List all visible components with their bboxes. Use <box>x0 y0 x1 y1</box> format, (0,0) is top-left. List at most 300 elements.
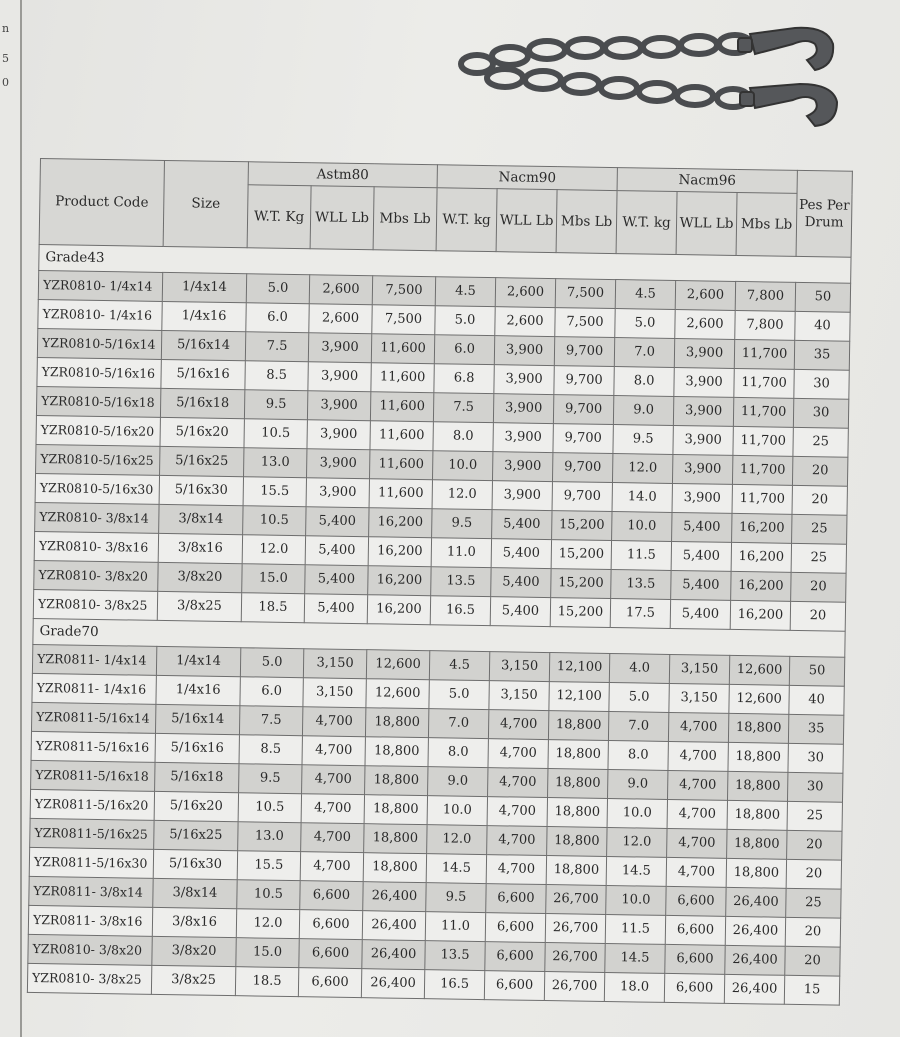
table-cell: 3,150 <box>303 678 366 708</box>
table-cell: 6,600 <box>665 944 725 974</box>
table-cell: 16,200 <box>730 600 790 630</box>
table-cell: 18,800 <box>548 740 608 770</box>
table-cell: 35 <box>788 714 843 744</box>
table-cell: 3,900 <box>674 367 734 397</box>
product-code-cell: YZR0810- 1/4x14 <box>38 270 162 301</box>
size-cell: 1/4x14 <box>156 646 240 676</box>
col-header-size: Size <box>163 160 248 247</box>
table-cell: 11,600 <box>370 421 433 451</box>
table-cell: 3,150 <box>489 652 549 682</box>
table-cell: 18,800 <box>364 795 427 825</box>
table-cell: 14.5 <box>426 854 486 884</box>
table-cell: 11,700 <box>732 484 792 514</box>
table-cell: 12.0 <box>432 480 492 510</box>
table-cell: 3,900 <box>307 449 370 479</box>
table-cell: 26,400 <box>362 940 425 970</box>
size-cell: 3/8x16 <box>158 533 242 563</box>
table-cell: 11.0 <box>431 538 491 568</box>
product-code-cell: YZR0810- 1/4x16 <box>38 299 162 330</box>
table-cell: 20 <box>785 917 840 947</box>
table-cell: 26,400 <box>725 916 785 946</box>
col-header-product-code: Product Code <box>39 159 164 247</box>
table-cell: 18,800 <box>546 856 606 886</box>
table-cell: 25 <box>791 543 846 573</box>
table-cell: 4.5 <box>435 277 495 307</box>
chain-spec-table <box>27 158 853 1006</box>
size-cell: 5/16x14 <box>155 704 239 734</box>
table-cell: 6,600 <box>299 939 362 969</box>
table-cell: 15.0 <box>236 938 299 968</box>
table-cell: 3,150 <box>489 681 549 711</box>
table-cell: 9,700 <box>553 424 613 454</box>
table-cell: 35 <box>794 340 849 370</box>
size-cell: 1/4x14 <box>162 272 246 302</box>
table-cell: 25 <box>793 427 848 457</box>
table-cell: 18,800 <box>363 853 426 883</box>
table-cell: 5,400 <box>670 599 730 629</box>
table-cell: 11,600 <box>370 392 433 422</box>
table-cell: 20 <box>785 946 840 976</box>
table-cell: 50 <box>795 282 850 312</box>
table-cell: 10.0 <box>433 451 493 481</box>
table-cell: 11.5 <box>611 541 671 571</box>
table-cell: 9,700 <box>553 453 613 483</box>
table-cell: 18,800 <box>728 713 788 743</box>
table-cell: 20 <box>792 456 847 486</box>
table-cell: 18,800 <box>727 829 787 859</box>
table-cell: 30 <box>793 398 848 428</box>
table-cell: 26,400 <box>363 882 426 912</box>
table-cell: 5.0 <box>246 274 309 304</box>
size-cell: 3/8x14 <box>159 504 243 534</box>
table-cell: 3,900 <box>308 333 371 363</box>
table-cell: 7.5 <box>239 706 302 736</box>
col-header-nacm90-mbs: Mbs Lb <box>556 190 617 254</box>
table-cell: 4,700 <box>487 826 547 856</box>
table-cell: 25 <box>786 888 841 918</box>
table-cell: 14.5 <box>606 856 666 886</box>
table-cell: 9.0 <box>608 769 668 799</box>
table-cell: 16.5 <box>424 970 484 1000</box>
col-header-pes-per-drum: Pes Per Drum <box>796 170 852 257</box>
table-cell: 9.0 <box>613 396 673 426</box>
table-cell: 3,150 <box>303 649 366 679</box>
col-header-nacm90-wll: WLL Lb <box>496 189 557 253</box>
table-cell: 40 <box>789 685 844 715</box>
table-cell: 3,900 <box>672 483 732 513</box>
table-cell: 5.0 <box>429 680 489 710</box>
table-cell: 5.0 <box>435 306 495 336</box>
product-code-cell: YZR0810-5/16x16 <box>37 357 161 388</box>
table-cell: 10.0 <box>606 885 666 915</box>
table-cell: 2,600 <box>309 275 372 305</box>
table-cell: 7.5 <box>245 332 308 362</box>
table-cell: 2,600 <box>495 307 555 337</box>
table-cell: 3,150 <box>669 683 729 713</box>
product-code-cell: YZR0811- 1/4x14 <box>32 644 156 675</box>
table-cell: 20 <box>786 859 841 889</box>
product-code-cell: YZR0810- 3/8x25 <box>33 589 157 620</box>
table-cell: 4,700 <box>302 736 365 766</box>
table-cell: 4,700 <box>488 710 548 740</box>
product-code-cell: YZR0810-5/16x20 <box>36 415 160 446</box>
table-cell: 9,700 <box>552 482 612 512</box>
table-cell: 11,700 <box>734 339 794 369</box>
table-cell: 18,800 <box>727 800 787 830</box>
table-cell: 5,400 <box>305 565 368 595</box>
table-cell: 8.5 <box>239 735 302 765</box>
table-cell: 5,400 <box>492 510 552 540</box>
table-cell: 12.0 <box>236 909 299 939</box>
product-code-cell: YZR0810-5/16x14 <box>37 328 161 359</box>
table-cell: 6,600 <box>665 915 725 945</box>
table-cell: 3,900 <box>494 336 554 366</box>
table-cell: 2,600 <box>675 309 735 339</box>
table-cell: 7,500 <box>372 276 435 306</box>
table-cell: 4,700 <box>667 799 727 829</box>
previous-page-edge <box>0 0 22 1037</box>
table-cell: 10.5 <box>244 419 307 449</box>
table-cell: 3,900 <box>673 396 733 426</box>
group-header-nacm90: Nacm90 <box>437 165 617 191</box>
table-cell: 6,600 <box>298 968 361 998</box>
table-cell: 13.5 <box>431 567 491 597</box>
size-cell: 5/16x18 <box>160 388 244 418</box>
table-cell: 15.5 <box>237 851 300 881</box>
table-cell: 16,200 <box>731 542 791 572</box>
table-cell: 4,700 <box>301 823 364 853</box>
grade-label: Grade43 <box>39 244 851 283</box>
table-cell: 40 <box>795 311 850 341</box>
product-code-cell: YZR0811-5/16x16 <box>31 731 155 762</box>
table-cell: 7.0 <box>614 338 674 368</box>
table-cell: 9,700 <box>554 337 614 367</box>
table-cell: 5,400 <box>671 570 731 600</box>
table-cell: 18,800 <box>365 708 428 738</box>
table-cell: 10.0 <box>607 798 667 828</box>
table-cell: 15.0 <box>242 564 305 594</box>
table-cell: 30 <box>794 369 849 399</box>
table-cell: 30 <box>788 743 843 773</box>
product-code-cell: YZR0810- 3/8x16 <box>34 531 158 562</box>
table-cell: 4,700 <box>486 855 546 885</box>
table-cell: 4,700 <box>487 797 547 827</box>
table-cell: 12,600 <box>366 679 429 709</box>
table-cell: 2,600 <box>675 281 735 311</box>
product-code-cell: YZR0810-5/16x25 <box>36 444 160 475</box>
table-cell: 9,700 <box>554 366 614 396</box>
table-cell: 9.5 <box>613 425 673 455</box>
table-cell: 7,500 <box>372 305 435 335</box>
col-header-astm80-wt: W.T. Kg <box>247 185 311 249</box>
table-cell: 15 <box>784 975 839 1005</box>
table-cell: 13.5 <box>611 570 671 600</box>
col-header-astm80-wll: WLL Lb <box>310 186 374 250</box>
product-code-cell: YZR0811-5/16x30 <box>29 847 153 878</box>
table-cell: 20 <box>791 572 846 602</box>
size-cell: 3/8x25 <box>157 591 241 621</box>
table-cell: 20 <box>790 601 845 631</box>
table-cell: 18,800 <box>365 737 428 767</box>
table-cell: 18,800 <box>548 711 608 741</box>
table-cell: 3,150 <box>669 654 729 684</box>
table-cell: 9.5 <box>426 883 486 913</box>
table-cell: 15,200 <box>551 540 611 570</box>
table-cell: 15,200 <box>550 598 610 628</box>
size-cell: 3/8x20 <box>152 936 236 966</box>
table-cell: 7.0 <box>608 712 668 742</box>
size-cell: 5/16x18 <box>155 762 239 792</box>
size-cell: 3/8x14 <box>153 878 237 908</box>
size-cell: 5/16x16 <box>155 733 239 763</box>
size-cell: 3/8x20 <box>158 562 242 592</box>
table-cell: 8.0 <box>608 741 668 771</box>
table-cell: 25 <box>787 801 842 831</box>
table-cell: 26,700 <box>545 943 605 973</box>
table-cell: 11,600 <box>371 363 434 393</box>
col-header-nacm96-wll: WLL Lb <box>676 192 737 256</box>
table-cell: 4,700 <box>668 770 728 800</box>
product-code-cell: YZR0810-5/16x30 <box>35 473 159 504</box>
table-cell: 6.8 <box>434 364 494 394</box>
chain-with-hooks-photo <box>455 14 855 139</box>
size-cell: 1/4x16 <box>156 675 240 705</box>
table-cell: 20 <box>792 485 847 515</box>
product-code-cell: YZR0811- 3/8x14 <box>29 876 153 907</box>
size-cell: 5/16x25 <box>160 446 244 476</box>
table-cell: 4.5 <box>615 280 675 310</box>
col-header-nacm96-wt: W.T. kg <box>616 191 677 255</box>
table-cell: 4,700 <box>302 707 365 737</box>
table-cell: 11,600 <box>371 334 434 364</box>
table-cell: 5,400 <box>304 594 367 624</box>
table-cell: 16,200 <box>368 566 431 596</box>
table-cell: 18,800 <box>547 798 607 828</box>
table-cell: 9.5 <box>432 509 492 539</box>
table-cell: 16,200 <box>367 595 430 625</box>
table-cell: 4.5 <box>429 651 489 681</box>
product-code-cell: YZR0811-5/16x14 <box>31 702 155 733</box>
table-cell: 12,600 <box>729 655 789 685</box>
table-cell: 4,700 <box>488 768 548 798</box>
table-cell: 5,400 <box>306 507 369 537</box>
table-cell: 11,700 <box>732 455 792 485</box>
size-cell: 5/16x14 <box>161 330 245 360</box>
table-cell: 18.0 <box>604 972 664 1002</box>
table-cell: 18,800 <box>364 824 427 854</box>
table-cell: 7,500 <box>555 279 615 309</box>
table-cell: 8.0 <box>614 367 674 397</box>
table-cell: 8.5 <box>245 361 308 391</box>
col-header-nacm90-wt: W.T. kg <box>436 188 497 252</box>
table-cell: 26,700 <box>545 914 605 944</box>
product-code-cell: YZR0811-5/16x25 <box>30 818 154 849</box>
prev-page-char: 5 <box>2 52 9 65</box>
table-cell: 16,200 <box>369 508 432 538</box>
table-cell: 11,700 <box>733 426 793 456</box>
table-cell: 18.5 <box>235 967 298 997</box>
table-cell: 3,900 <box>307 420 370 450</box>
table-cell: 30 <box>788 772 843 802</box>
col-header-astm80-mbs: Mbs Lb <box>373 187 437 251</box>
table-cell: 13.0 <box>238 822 301 852</box>
table-cell: 10.5 <box>237 880 300 910</box>
table-cell: 4,700 <box>300 852 363 882</box>
table-cell: 14.5 <box>605 943 665 973</box>
table-cell: 15,200 <box>552 511 612 541</box>
table-cell: 5,400 <box>672 512 732 542</box>
group-header-astm80: Astm80 <box>248 162 437 188</box>
table-cell: 10.0 <box>427 796 487 826</box>
table-cell: 20 <box>787 830 842 860</box>
group-header-nacm96: Nacm96 <box>617 168 797 194</box>
table-cell: 17.5 <box>610 599 670 629</box>
table-cell: 6,600 <box>484 971 544 1001</box>
table-cell: 5,400 <box>671 541 731 571</box>
table-cell: 5.0 <box>609 683 669 713</box>
table-cell: 10.0 <box>612 512 672 542</box>
size-cell: 5/16x30 <box>159 475 243 505</box>
table-cell: 18,800 <box>547 827 607 857</box>
table-cell: 26,400 <box>724 974 784 1004</box>
table-cell: 11,700 <box>734 368 794 398</box>
table-cell: 7.0 <box>428 709 488 739</box>
table-cell: 12,100 <box>549 653 609 683</box>
table-cell: 9.5 <box>244 390 307 420</box>
table-cell: 13.5 <box>425 941 485 971</box>
table-cell: 16,200 <box>368 537 431 567</box>
table-cell: 13.0 <box>244 448 307 478</box>
table-cell: 4,700 <box>668 741 728 771</box>
size-cell: 5/16x20 <box>154 791 238 821</box>
table-cell: 7,800 <box>735 281 795 311</box>
table-cell: 5.0 <box>240 648 303 678</box>
table-cell: 4,700 <box>667 828 727 858</box>
table-cell: 3,900 <box>673 425 733 455</box>
size-cell: 5/16x16 <box>161 359 245 389</box>
table-cell: 12.0 <box>427 825 487 855</box>
table-cell: 16.5 <box>430 596 490 626</box>
table-cell: 3,900 <box>672 454 732 484</box>
table-cell: 3,900 <box>492 481 552 511</box>
table-cell: 6.0 <box>246 303 309 333</box>
table-cell: 6,600 <box>486 884 546 914</box>
table-cell: 6,600 <box>485 913 545 943</box>
table-cell: 2,600 <box>495 278 555 308</box>
table-cell: 6,600 <box>664 973 724 1003</box>
product-code-cell: YZR0811-5/16x18 <box>31 760 155 791</box>
product-code-cell: YZR0811- 1/4x16 <box>32 673 156 704</box>
table-cell: 3,900 <box>306 478 369 508</box>
table-cell: 18.5 <box>241 593 304 623</box>
table-cell: 26,700 <box>546 885 606 915</box>
table-cell: 9,700 <box>553 395 613 425</box>
table-cell: 6,600 <box>666 886 726 916</box>
table-cell: 12,600 <box>366 650 429 680</box>
table-cell: 10.5 <box>238 793 301 823</box>
table-cell: 18,800 <box>365 766 428 796</box>
grade-label: Grade70 <box>33 618 845 657</box>
table-cell: 16,200 <box>731 571 791 601</box>
table-cell: 12.0 <box>242 535 305 565</box>
table-cell: 8.0 <box>433 422 493 452</box>
table-cell: 5,400 <box>491 539 551 569</box>
table-cell: 25 <box>792 514 847 544</box>
table-cell: 4,700 <box>301 794 364 824</box>
table-cell: 11.5 <box>605 914 665 944</box>
table-cell: 16,200 <box>732 513 792 543</box>
table-cell: 18,800 <box>728 742 788 772</box>
table-cell: 14.0 <box>612 483 672 513</box>
table-cell: 3,900 <box>494 365 554 395</box>
size-cell: 1/4x16 <box>162 301 246 331</box>
table-cell: 7,500 <box>555 308 615 338</box>
table-cell: 3,900 <box>308 362 371 392</box>
size-cell: 3/8x25 <box>151 965 235 995</box>
table-cell: 11,700 <box>733 397 793 427</box>
table-cell: 8.0 <box>428 738 488 768</box>
table-cell: 18,800 <box>728 771 788 801</box>
table-cell: 50 <box>789 656 844 686</box>
product-code-cell: YZR0810-5/16x18 <box>36 386 160 417</box>
table-cell: 6,600 <box>299 910 362 940</box>
table-cell: 6,600 <box>485 942 545 972</box>
table-cell: 26,400 <box>361 969 424 999</box>
table-cell: 7,800 <box>735 310 795 340</box>
size-cell: 5/16x20 <box>160 417 244 447</box>
table-cell: 12,100 <box>549 682 609 712</box>
product-code-cell: YZR0810- 3/8x20 <box>34 560 158 591</box>
product-code-cell: YZR0811- 3/8x16 <box>28 905 152 936</box>
table-cell: 2,600 <box>309 304 372 334</box>
table-cell: 10.5 <box>243 506 306 536</box>
product-code-cell: YZR0811-5/16x20 <box>30 789 154 820</box>
table-cell: 18,800 <box>548 769 608 799</box>
table-cell: 26,400 <box>362 911 425 941</box>
table-cell: 12.0 <box>613 454 673 484</box>
table-cell: 6.0 <box>434 335 494 365</box>
size-cell: 5/16x25 <box>154 820 238 850</box>
table-cell: 4,700 <box>302 765 365 795</box>
prev-page-char: n <box>2 22 10 35</box>
table-cell: 3,900 <box>493 394 553 424</box>
product-code-cell: YZR0810- 3/8x25 <box>27 963 151 994</box>
table-cell: 26,400 <box>726 887 786 917</box>
col-header-nacm96-mbs: Mbs Lb <box>736 192 797 256</box>
table-cell: 12.0 <box>607 827 667 857</box>
table-cell: 4.0 <box>609 654 669 684</box>
table-cell: 3,900 <box>307 391 370 421</box>
table-cell: 3,900 <box>493 423 553 453</box>
table-cell: 15.5 <box>243 477 306 507</box>
table-cell: 11,600 <box>369 479 432 509</box>
table-cell: 12,600 <box>729 684 789 714</box>
size-cell: 5/16x30 <box>153 849 237 879</box>
table-cell: 15,200 <box>551 569 611 599</box>
table-cell: 4,700 <box>668 712 728 742</box>
table-cell: 26,400 <box>725 945 785 975</box>
table-body <box>27 244 851 1005</box>
table-cell: 4,700 <box>488 739 548 769</box>
table-cell: 9.0 <box>428 767 488 797</box>
size-cell: 3/8x16 <box>152 907 236 937</box>
table-cell: 26,700 <box>544 972 604 1002</box>
table-cell: 7.5 <box>433 393 493 423</box>
table-cell: 5.0 <box>615 309 675 339</box>
table-cell: 9.5 <box>239 764 302 794</box>
product-code-cell: YZR0810- 3/8x20 <box>28 934 152 965</box>
table-cell: 18,800 <box>726 858 786 888</box>
